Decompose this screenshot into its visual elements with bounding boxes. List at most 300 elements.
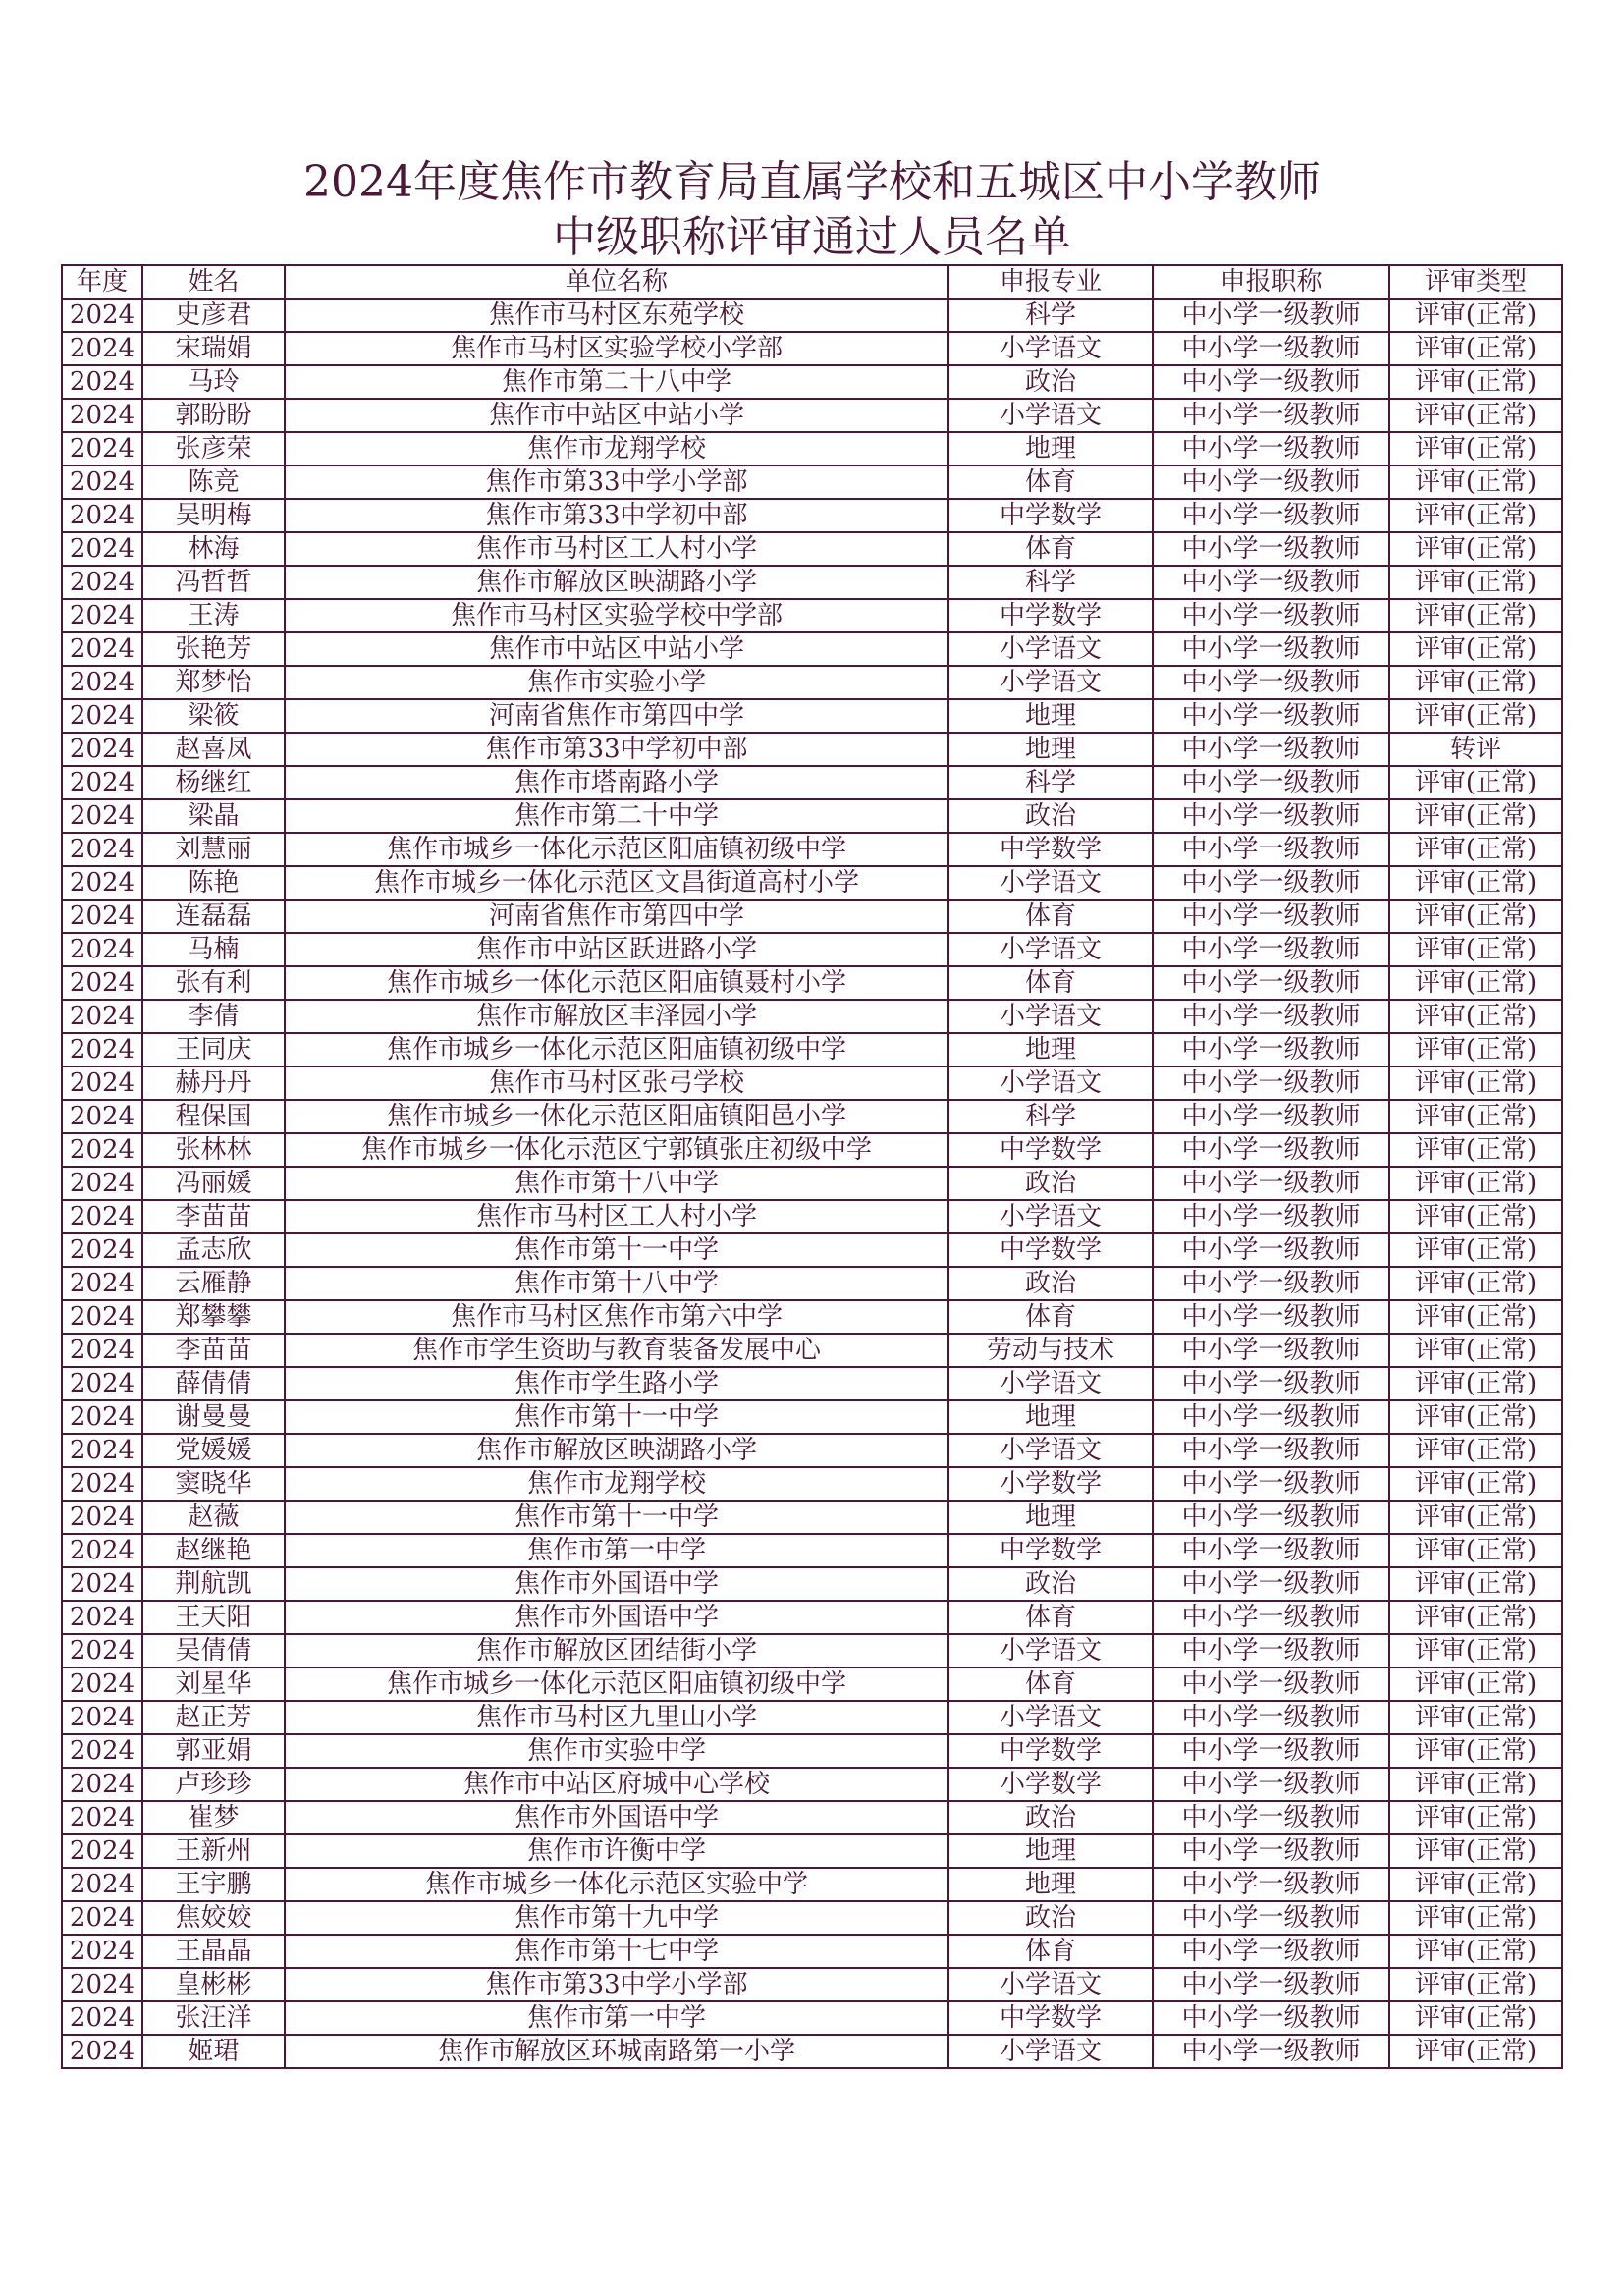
cell-unit: 焦作市中站区跃进路小学 [285, 933, 948, 966]
cell-year: 2024 [62, 1133, 142, 1167]
cell-year: 2024 [62, 532, 142, 566]
cell-title: 中小学一级教师 [1153, 1901, 1389, 1935]
cell-review-type: 评审(正常) [1389, 632, 1562, 666]
cell-year: 2024 [62, 1200, 142, 1233]
cell-major: 小学数学 [948, 1768, 1153, 1801]
cell-major: 小学语文 [948, 933, 1153, 966]
cell-unit: 焦作市第十八中学 [285, 1167, 948, 1200]
table-row [62, 666, 1562, 699]
cell-name: 李苗苗 [142, 1200, 285, 1233]
cell-title: 中小学一级教师 [1153, 1367, 1389, 1400]
cell-unit: 焦作市学生资助与教育装备发展中心 [285, 1334, 948, 1367]
cell-name: 李倩 [142, 1000, 285, 1033]
cell-year: 2024 [62, 499, 142, 532]
cell-year: 2024 [62, 1400, 142, 1434]
table-row [62, 1267, 1562, 1300]
cell-review-type: 评审(正常) [1389, 833, 1562, 866]
cell-major: 体育 [948, 1935, 1153, 1968]
cell-major: 政治 [948, 365, 1153, 399]
cell-year: 2024 [62, 1066, 142, 1100]
cell-title: 中小学一级教师 [1153, 933, 1389, 966]
cell-unit: 焦作市第十九中学 [285, 1901, 948, 1935]
cell-unit: 焦作市第二十中学 [285, 799, 948, 833]
cell-year: 2024 [62, 2035, 142, 2068]
table-row [62, 1567, 1562, 1601]
cell-major: 政治 [948, 1267, 1153, 1300]
cell-unit: 焦作市城乡一体化示范区阳庙镇初级中学 [285, 1667, 948, 1701]
cell-name: 林海 [142, 532, 285, 566]
cell-review-type: 评审(正常) [1389, 1935, 1562, 1968]
cell-name: 郭亚娟 [142, 1734, 285, 1768]
cell-year: 2024 [62, 799, 142, 833]
cell-name: 王宇鹏 [142, 1868, 285, 1901]
table-row [62, 532, 1562, 566]
header-title: 申报职称 [1153, 265, 1389, 299]
cell-major: 政治 [948, 1801, 1153, 1834]
cell-title: 中小学一级教师 [1153, 900, 1389, 933]
cell-major: 小学语文 [948, 1968, 1153, 2001]
cell-major: 地理 [948, 1400, 1153, 1434]
cell-year: 2024 [62, 666, 142, 699]
cell-review-type: 评审(正常) [1389, 1734, 1562, 1768]
table-row [62, 1734, 1562, 1768]
cell-review-type: 评审(正常) [1389, 1434, 1562, 1467]
cell-year: 2024 [62, 1100, 142, 1133]
cell-major: 体育 [948, 465, 1153, 499]
cell-unit: 焦作市外国语中学 [285, 1567, 948, 1601]
cell-unit: 焦作市实验中学 [285, 1734, 948, 1768]
cell-review-type: 评审(正常) [1389, 2035, 1562, 2068]
cell-unit: 河南省焦作市第四中学 [285, 900, 948, 933]
cell-title: 中小学一级教师 [1153, 1501, 1389, 1534]
table-row [62, 1367, 1562, 1400]
table-row [62, 1868, 1562, 1901]
cell-major: 小学语文 [948, 1434, 1153, 1467]
cell-review-type: 评审(正常) [1389, 399, 1562, 432]
cell-major: 地理 [948, 1033, 1153, 1066]
cell-unit: 焦作市外国语中学 [285, 1801, 948, 1834]
cell-name: 党媛媛 [142, 1434, 285, 1467]
cell-title: 中小学一级教师 [1153, 699, 1389, 733]
table-row [62, 1801, 1562, 1834]
cell-unit: 焦作市马村区东苑学校 [285, 299, 948, 332]
cell-name: 王同庆 [142, 1033, 285, 1066]
cell-name: 姬珺 [142, 2035, 285, 2068]
table-row [62, 766, 1562, 799]
cell-review-type: 评审(正常) [1389, 1534, 1562, 1567]
cell-unit: 焦作市中站区府城中心学校 [285, 1768, 948, 1801]
cell-review-type: 评审(正常) [1389, 1801, 1562, 1834]
cell-year: 2024 [62, 1801, 142, 1834]
cell-year: 2024 [62, 1000, 142, 1033]
cell-year: 2024 [62, 933, 142, 966]
cell-unit: 焦作市马村区焦作市第六中学 [285, 1300, 948, 1334]
cell-year: 2024 [62, 465, 142, 499]
table-row [62, 1901, 1562, 1935]
cell-name: 刘星华 [142, 1667, 285, 1701]
cell-major: 科学 [948, 766, 1153, 799]
cell-review-type: 评审(正常) [1389, 2001, 1562, 2035]
table-row [62, 1233, 1562, 1267]
cell-year: 2024 [62, 1868, 142, 1901]
cell-review-type: 评审(正常) [1389, 299, 1562, 332]
cell-unit: 焦作市城乡一体化示范区实验中学 [285, 1868, 948, 1901]
cell-review-type: 评审(正常) [1389, 1968, 1562, 2001]
cell-title: 中小学一级教师 [1153, 432, 1389, 465]
cell-name: 程保国 [142, 1100, 285, 1133]
cell-title: 中小学一级教师 [1153, 499, 1389, 532]
cell-title: 中小学一级教师 [1153, 1567, 1389, 1601]
document-title-line1: 2024年度焦作市教育局直属学校和五城区中小学教师 [303, 157, 1321, 207]
table-row [62, 933, 1562, 966]
header-review-type: 评审类型 [1389, 265, 1562, 299]
cell-unit: 焦作市马村区工人村小学 [285, 532, 948, 566]
cell-year: 2024 [62, 1734, 142, 1768]
cell-year: 2024 [62, 1367, 142, 1400]
table-row [62, 432, 1562, 465]
cell-unit: 焦作市马村区实验学校中学部 [285, 599, 948, 632]
cell-year: 2024 [62, 399, 142, 432]
cell-unit: 焦作市城乡一体化示范区阳庙镇阳邑小学 [285, 1100, 948, 1133]
table-body [62, 299, 1562, 2068]
cell-review-type: 评审(正常) [1389, 566, 1562, 599]
cell-name: 王天阳 [142, 1601, 285, 1634]
cell-year: 2024 [62, 1033, 142, 1066]
cell-major: 中学数学 [948, 1534, 1153, 1567]
cell-major: 小学语文 [948, 1701, 1153, 1734]
cell-title: 中小学一级教师 [1153, 866, 1389, 900]
cell-title: 中小学一级教师 [1153, 1467, 1389, 1501]
cell-review-type: 评审(正常) [1389, 1267, 1562, 1300]
cell-year: 2024 [62, 1968, 142, 2001]
cell-name: 王新州 [142, 1834, 285, 1868]
cell-review-type: 评审(正常) [1389, 1000, 1562, 1033]
cell-review-type: 评审(正常) [1389, 1033, 1562, 1066]
cell-major: 体育 [948, 1300, 1153, 1334]
cell-review-type: 评审(正常) [1389, 1133, 1562, 1167]
cell-unit: 焦作市城乡一体化示范区阳庙镇初级中学 [285, 833, 948, 866]
cell-unit: 焦作市第33中学小学部 [285, 1968, 948, 2001]
cell-major: 小学语文 [948, 1066, 1153, 1100]
cell-year: 2024 [62, 1300, 142, 1334]
cell-year: 2024 [62, 1834, 142, 1868]
cell-title: 中小学一级教师 [1153, 1634, 1389, 1667]
cell-unit: 焦作市龙翔学校 [285, 1467, 948, 1501]
cell-name: 窦晓华 [142, 1467, 285, 1501]
cell-unit: 焦作市外国语中学 [285, 1601, 948, 1634]
table-row [62, 1467, 1562, 1501]
cell-unit: 焦作市第十一中学 [285, 1501, 948, 1534]
cell-title: 中小学一级教师 [1153, 1534, 1389, 1567]
cell-title: 中小学一级教师 [1153, 465, 1389, 499]
cell-name: 薛倩倩 [142, 1367, 285, 1400]
cell-review-type: 评审(正常) [1389, 1868, 1562, 1901]
cell-unit: 焦作市解放区丰泽园小学 [285, 1000, 948, 1033]
cell-name: 孟志欣 [142, 1233, 285, 1267]
table-row [62, 1667, 1562, 1701]
cell-review-type: 评审(正常) [1389, 599, 1562, 632]
cell-review-type: 评审(正常) [1389, 1100, 1562, 1133]
cell-title: 中小学一级教师 [1153, 1033, 1389, 1066]
table-row [62, 2035, 1562, 2068]
table-row [62, 1501, 1562, 1534]
cell-review-type: 评审(正常) [1389, 933, 1562, 966]
cell-name: 王晶晶 [142, 1935, 285, 1968]
cell-name: 张林林 [142, 1133, 285, 1167]
cell-title: 中小学一级教师 [1153, 299, 1389, 332]
cell-title: 中小学一级教师 [1153, 332, 1389, 365]
table-row [62, 966, 1562, 1000]
cell-unit: 河南省焦作市第四中学 [285, 699, 948, 733]
cell-review-type: 评审(正常) [1389, 1501, 1562, 1534]
cell-year: 2024 [62, 566, 142, 599]
cell-major: 中学数学 [948, 2001, 1153, 2035]
table-row [62, 1334, 1562, 1367]
cell-major: 中学数学 [948, 1133, 1153, 1167]
table-row [62, 399, 1562, 432]
table-row [62, 599, 1562, 632]
cell-year: 2024 [62, 299, 142, 332]
table-row [62, 1935, 1562, 1968]
cell-year: 2024 [62, 833, 142, 866]
cell-unit: 焦作市第33中学初中部 [285, 499, 948, 532]
cell-title: 中小学一级教师 [1153, 1768, 1389, 1801]
cell-review-type: 评审(正常) [1389, 432, 1562, 465]
cell-year: 2024 [62, 1467, 142, 1501]
cell-review-type: 评审(正常) [1389, 532, 1562, 566]
cell-review-type: 评审(正常) [1389, 666, 1562, 699]
cell-major: 小学数学 [948, 1467, 1153, 1501]
cell-title: 中小学一级教师 [1153, 1701, 1389, 1734]
cell-review-type: 评审(正常) [1389, 1167, 1562, 1200]
cell-year: 2024 [62, 365, 142, 399]
cell-major: 政治 [948, 1567, 1153, 1601]
table-row [62, 833, 1562, 866]
cell-title: 中小学一级教师 [1153, 1935, 1389, 1968]
cell-title: 中小学一级教师 [1153, 833, 1389, 866]
cell-unit: 焦作市马村区张弓学校 [285, 1066, 948, 1100]
cell-year: 2024 [62, 1601, 142, 1634]
cell-name: 冯哲哲 [142, 566, 285, 599]
table-row [62, 1300, 1562, 1334]
cell-unit: 焦作市中站区中站小学 [285, 399, 948, 432]
cell-review-type: 评审(正常) [1389, 499, 1562, 532]
cell-title: 中小学一级教师 [1153, 1000, 1389, 1033]
cell-major: 科学 [948, 566, 1153, 599]
cell-major: 体育 [948, 1601, 1153, 1634]
cell-major: 体育 [948, 900, 1153, 933]
table-row [62, 900, 1562, 933]
cell-major: 科学 [948, 1100, 1153, 1133]
table-row [62, 1000, 1562, 1033]
cell-year: 2024 [62, 1701, 142, 1734]
cell-title: 中小学一级教师 [1153, 1801, 1389, 1834]
table-row [62, 1834, 1562, 1868]
table-row [62, 1400, 1562, 1434]
cell-name: 赵薇 [142, 1501, 285, 1534]
cell-name: 王涛 [142, 599, 285, 632]
header-major: 申报专业 [948, 265, 1153, 299]
cell-review-type: 评审(正常) [1389, 1400, 1562, 1434]
cell-year: 2024 [62, 1167, 142, 1200]
cell-name: 梁筱 [142, 699, 285, 733]
cell-year: 2024 [62, 1233, 142, 1267]
cell-unit: 焦作市许衡中学 [285, 1834, 948, 1868]
cell-name: 焦姣姣 [142, 1901, 285, 1935]
table-row [62, 1033, 1562, 1066]
cell-review-type: 评审(正常) [1389, 1567, 1562, 1601]
cell-major: 劳动与技术 [948, 1334, 1153, 1367]
cell-major: 中学数学 [948, 1734, 1153, 1768]
table-row [62, 499, 1562, 532]
cell-name: 陈艳 [142, 866, 285, 900]
table-row [62, 1968, 1562, 2001]
cell-year: 2024 [62, 1634, 142, 1667]
cell-name: 郭盼盼 [142, 399, 285, 432]
cell-unit: 焦作市第一中学 [285, 2001, 948, 2035]
cell-name: 皇彬彬 [142, 1968, 285, 2001]
table-row [62, 733, 1562, 766]
cell-title: 中小学一级教师 [1153, 1133, 1389, 1167]
cell-unit: 焦作市马村区实验学校小学部 [285, 332, 948, 365]
results-table [61, 264, 1563, 2069]
cell-title: 中小学一级教师 [1153, 733, 1389, 766]
cell-review-type: 评审(正常) [1389, 465, 1562, 499]
cell-review-type: 评审(正常) [1389, 1601, 1562, 1634]
cell-name: 陈竞 [142, 465, 285, 499]
cell-year: 2024 [62, 1935, 142, 1968]
cell-unit: 焦作市龙翔学校 [285, 432, 948, 465]
cell-review-type: 评审(正常) [1389, 1467, 1562, 1501]
cell-name: 宋瑞娟 [142, 332, 285, 365]
cell-title: 中小学一级教师 [1153, 1267, 1389, 1300]
table-header-row [62, 265, 1562, 299]
table-row [62, 332, 1562, 365]
cell-unit: 焦作市实验小学 [285, 666, 948, 699]
cell-review-type: 评审(正常) [1389, 1901, 1562, 1935]
cell-major: 中学数学 [948, 499, 1153, 532]
cell-name: 梁晶 [142, 799, 285, 833]
cell-review-type: 评审(正常) [1389, 1233, 1562, 1267]
cell-major: 小学语文 [948, 332, 1153, 365]
cell-unit: 焦作市中站区中站小学 [285, 632, 948, 666]
table-row [62, 1768, 1562, 1801]
cell-year: 2024 [62, 1434, 142, 1467]
cell-major: 小学语文 [948, 2035, 1153, 2068]
cell-review-type: 评审(正常) [1389, 1200, 1562, 1233]
cell-year: 2024 [62, 599, 142, 632]
cell-title: 中小学一级教师 [1153, 532, 1389, 566]
cell-name: 张有利 [142, 966, 285, 1000]
cell-unit: 焦作市城乡一体化示范区阳庙镇初级中学 [285, 1033, 948, 1066]
table-row [62, 1100, 1562, 1133]
header-unit: 单位名称 [285, 265, 948, 299]
cell-unit: 焦作市第十一中学 [285, 1400, 948, 1434]
table-row [62, 566, 1562, 599]
cell-name: 刘慧丽 [142, 833, 285, 866]
table-row [62, 866, 1562, 900]
cell-major: 小学语文 [948, 666, 1153, 699]
cell-title: 中小学一级教师 [1153, 1667, 1389, 1701]
table-row [62, 465, 1562, 499]
table-row [62, 632, 1562, 666]
cell-name: 赫丹丹 [142, 1066, 285, 1100]
cell-title: 中小学一级教师 [1153, 1868, 1389, 1901]
document-title-line2: 中级职称评审通过人员名单 [553, 212, 1071, 262]
table-row [62, 1434, 1562, 1467]
cell-title: 中小学一级教师 [1153, 566, 1389, 599]
cell-title: 中小学一级教师 [1153, 365, 1389, 399]
cell-review-type: 评审(正常) [1389, 900, 1562, 933]
cell-title: 中小学一级教师 [1153, 1200, 1389, 1233]
cell-title: 中小学一级教师 [1153, 2001, 1389, 2035]
cell-name: 杨继红 [142, 766, 285, 799]
cell-review-type: 评审(正常) [1389, 866, 1562, 900]
cell-unit: 焦作市马村区九里山小学 [285, 1701, 948, 1734]
cell-name: 马玲 [142, 365, 285, 399]
cell-major: 地理 [948, 432, 1153, 465]
cell-review-type: 评审(正常) [1389, 1701, 1562, 1734]
cell-major: 小学语文 [948, 866, 1153, 900]
cell-unit: 焦作市解放区映湖路小学 [285, 566, 948, 599]
cell-unit: 焦作市第十八中学 [285, 1267, 948, 1300]
cell-title: 中小学一级教师 [1153, 1434, 1389, 1467]
cell-year: 2024 [62, 900, 142, 933]
header-year: 年度 [62, 265, 142, 299]
cell-major: 小学语文 [948, 1000, 1153, 1033]
table-row [62, 1534, 1562, 1567]
cell-major: 小学语文 [948, 1634, 1153, 1667]
table-row [62, 1601, 1562, 1634]
cell-major: 小学语文 [948, 399, 1153, 432]
cell-unit: 焦作市第二十八中学 [285, 365, 948, 399]
cell-review-type: 评审(正常) [1389, 1334, 1562, 1367]
cell-unit: 焦作市塔南路小学 [285, 766, 948, 799]
cell-review-type: 评审(正常) [1389, 966, 1562, 1000]
header-name: 姓名 [142, 265, 285, 299]
cell-title: 中小学一级教师 [1153, 399, 1389, 432]
cell-unit: 焦作市解放区映湖路小学 [285, 1434, 948, 1467]
cell-name: 卢珍珍 [142, 1768, 285, 1801]
cell-unit: 焦作市城乡一体化示范区文昌街道高村小学 [285, 866, 948, 900]
cell-title: 中小学一级教师 [1153, 1400, 1389, 1434]
cell-major: 体育 [948, 532, 1153, 566]
cell-major: 科学 [948, 299, 1153, 332]
cell-year: 2024 [62, 632, 142, 666]
cell-name: 连磊磊 [142, 900, 285, 933]
cell-review-type: 评审(正常) [1389, 1667, 1562, 1701]
cell-name: 荆航凯 [142, 1567, 285, 1601]
cell-name: 李苗苗 [142, 1334, 285, 1367]
cell-major: 地理 [948, 1834, 1153, 1868]
cell-title: 中小学一级教师 [1153, 966, 1389, 1000]
cell-major: 小学语文 [948, 1367, 1153, 1400]
cell-year: 2024 [62, 1534, 142, 1567]
cell-major: 小学语文 [948, 1200, 1153, 1233]
cell-title: 中小学一级教师 [1153, 1968, 1389, 2001]
cell-review-type: 评审(正常) [1389, 1634, 1562, 1667]
cell-review-type: 评审(正常) [1389, 1300, 1562, 1334]
cell-title: 中小学一级教师 [1153, 1167, 1389, 1200]
cell-year: 2024 [62, 966, 142, 1000]
cell-title: 中小学一级教师 [1153, 1233, 1389, 1267]
cell-major: 地理 [948, 733, 1153, 766]
cell-name: 云雁静 [142, 1267, 285, 1300]
table-row [62, 1133, 1562, 1167]
table-row [62, 2001, 1562, 2035]
cell-year: 2024 [62, 1567, 142, 1601]
cell-major: 中学数学 [948, 833, 1153, 866]
